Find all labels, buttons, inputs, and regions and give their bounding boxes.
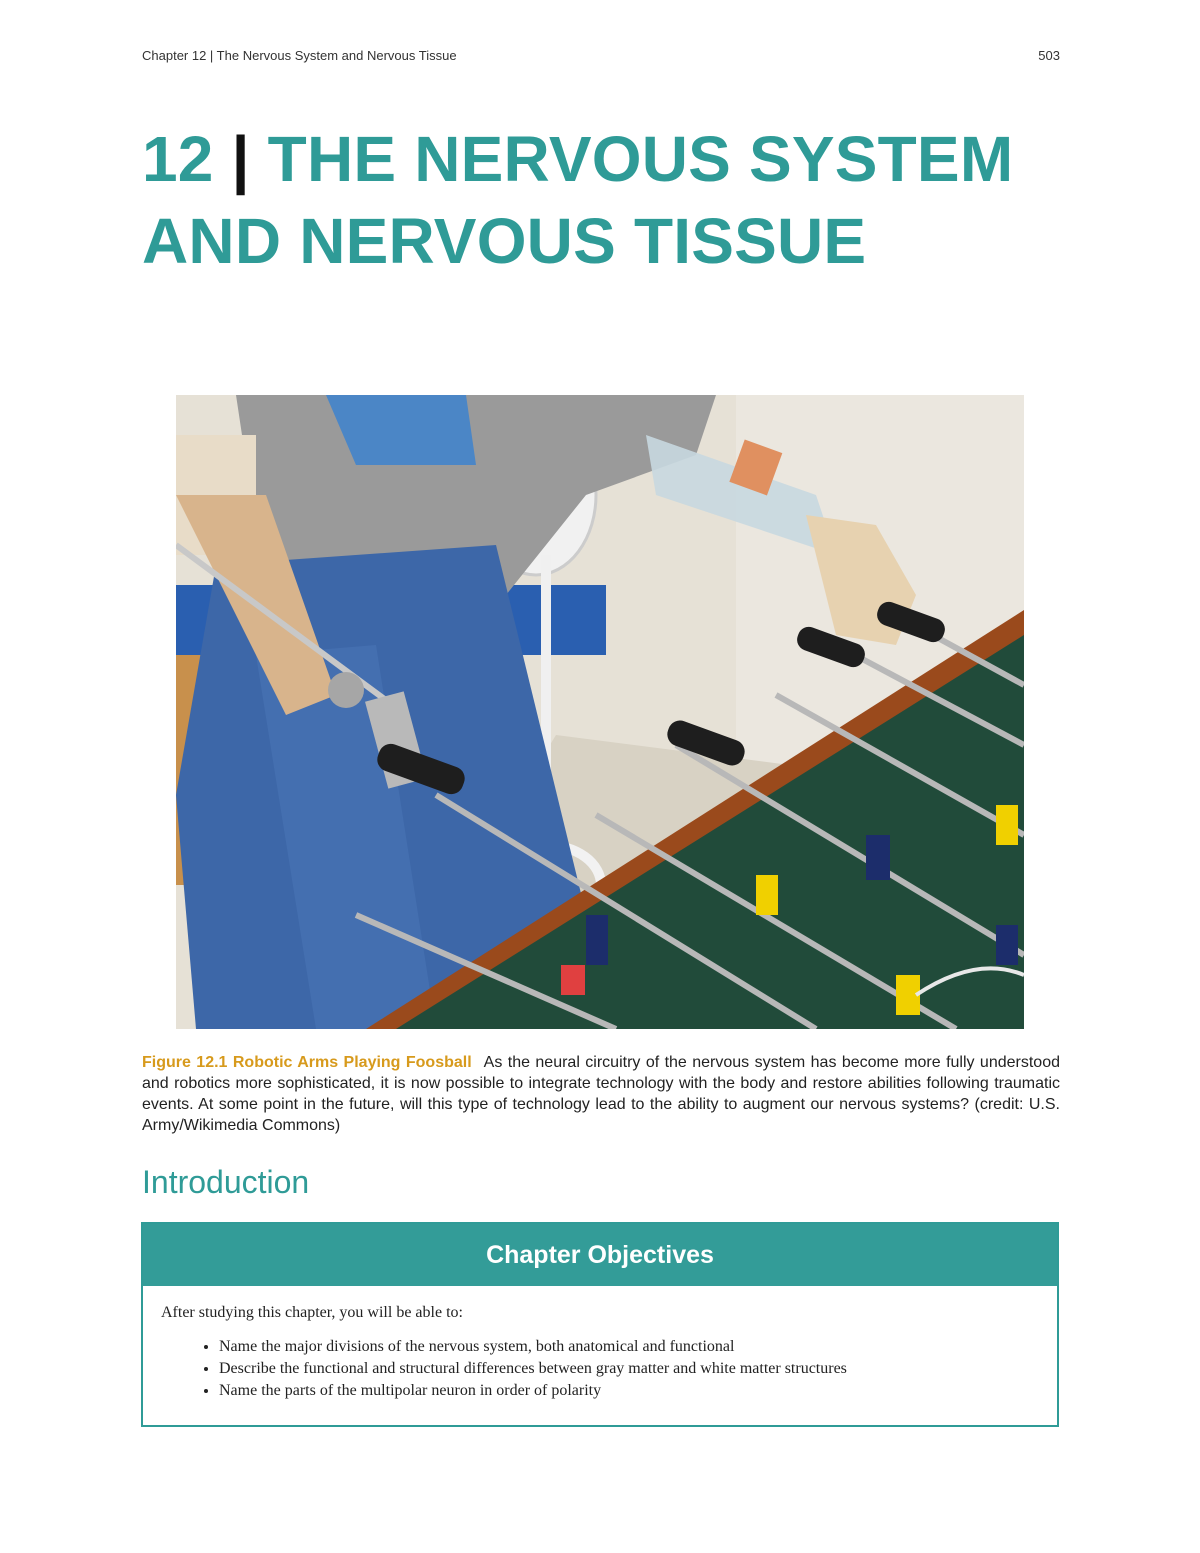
objectives-list xyxy=(161,1336,1039,1402)
chapter-title xyxy=(142,118,1042,282)
objective-item: • Name the parts of the multipolar neuron in order of polarity xyxy=(219,1380,1039,1402)
chapter-objectives-header: Chapter Objectives xyxy=(143,1224,1057,1286)
figure-photo-robotic-arms-foosball xyxy=(176,395,1024,1029)
chapter-objectives-body xyxy=(143,1286,1057,1402)
page-number: 503 xyxy=(1038,48,1060,63)
chapter-objectives-box xyxy=(141,1222,1059,1427)
section-heading-introduction: Introduction xyxy=(142,1164,310,1200)
title-separator: | xyxy=(231,123,250,195)
figure-caption-text: As the neural circuitry of the nervous system has become more fully understood and robotics more sophisticated, it is now possible to integrate technology with the body and restore abilities following traumatic events. At some point in the future, will this type of technology lead to the ability to augment our nervous systems? (credit: U.S. Army/Wikimedia Commons) xyxy=(142,1054,1060,1134)
figure-label: Figure 12.1 Robotic Arms Playing Foosball xyxy=(142,1054,472,1071)
figure-caption xyxy=(142,1052,1060,1136)
running-head xyxy=(142,48,1060,63)
objectives-lead: After studying this chapter, you will be able to: xyxy=(161,1304,463,1321)
running-head-chapter: Chapter 12 | The Nervous System and Nervous Tissue xyxy=(142,48,457,63)
objective-item: • Name the major divisions of the nervous system, both anatomical and functional xyxy=(219,1336,1039,1358)
photo-illustration xyxy=(176,395,1024,1029)
chapter-title-text: THE NERVOUS SYSTEM AND NERVOUS TISSUE xyxy=(142,123,1014,277)
objective-item: • Describe the functional and structural differences between gray matter and white matter structures xyxy=(219,1358,1039,1380)
chapter-number: 12 xyxy=(142,123,214,195)
